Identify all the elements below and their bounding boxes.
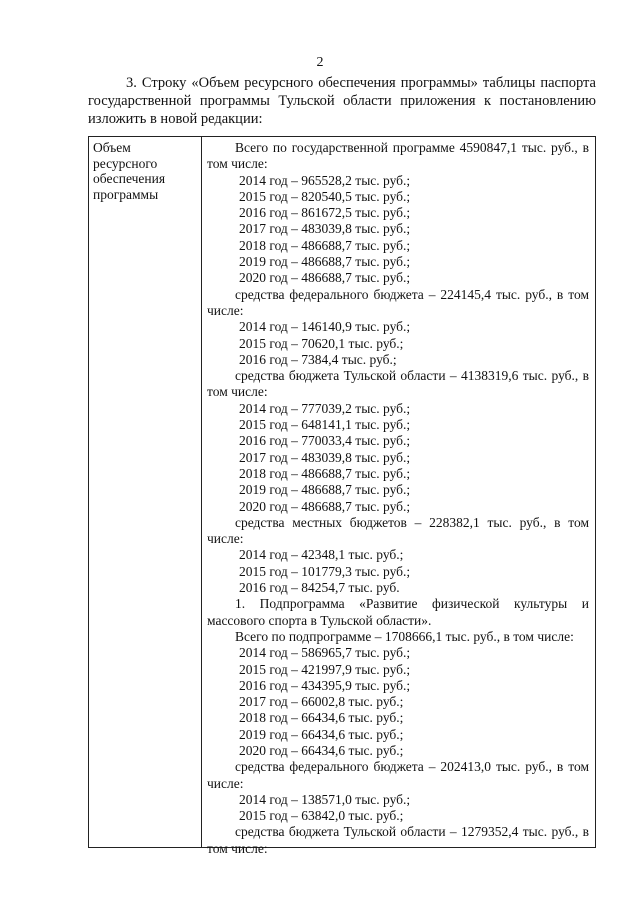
table-label-cell xyxy=(89,137,202,847)
resource-table xyxy=(88,136,596,856)
funding-paragraph: средства местных бюджетов – 228382,1 тыс. руб., в том числе: xyxy=(207,514,589,547)
table-value-cell xyxy=(202,137,595,856)
funding-paragraph: Всего по подпрограмме – 1708666,1 тыс. руб., в том числе: xyxy=(235,628,574,644)
funding-paragraph: 1. Подпрограмма «Развитие физической культуры и массового спорта в Тульской области». xyxy=(207,596,589,628)
year-amount-line: 2014 год – 965528,2 тыс. руб.; xyxy=(239,172,411,188)
year-amount-line: 2020 год – 486688,7 тыс. руб.; xyxy=(239,270,411,286)
year-amount-line: 2015 год – 63842,0 тыс. руб.; xyxy=(239,808,404,824)
intro-text: 3. Строку «Объем ресурсного обеспечения программы» таблицы паспорта государственной программы Тульской области приложения к постановлению изложить в новой редакции: xyxy=(88,75,596,127)
year-amount-line: 2015 год – 648141,1 тыс. руб.; xyxy=(239,417,411,433)
year-amount-line: 2016 год – 434395,9 тыс. руб.; xyxy=(239,677,411,693)
year-amount-line: 2019 год – 486688,7 тыс. руб.; xyxy=(239,254,411,270)
year-amount-line: 2019 год – 486688,7 тыс. руб.; xyxy=(239,482,411,498)
year-amount-line: 2014 год – 586965,7 тыс. руб.; xyxy=(239,645,411,661)
funding-paragraph: Всего по государственной программе 4590847,1 тыс. руб., в том числе: xyxy=(207,140,589,172)
year-amount-line: 2020 год – 486688,7 тыс. руб.; xyxy=(239,498,411,514)
funding-paragraph: средства федерального бюджета – 224145,4 тыс. руб., в том числе: xyxy=(207,286,589,318)
page-number: 2 xyxy=(316,55,324,70)
year-amount-line: 2018 год – 486688,7 тыс. руб.; xyxy=(239,237,411,253)
year-amount-line: 2016 год – 861672,5 тыс. руб.; xyxy=(239,205,411,221)
funding-paragraph: средства бюджета Тульской области – 4138319,6 тыс. руб., в том числе: xyxy=(207,368,589,400)
year-amount-line: 2015 год – 101779,3 тыс. руб.; xyxy=(239,563,411,579)
year-amount-line: 2019 год – 66434,6 тыс. руб.; xyxy=(239,726,404,742)
year-amount-line: 2018 год – 486688,7 тыс. руб.; xyxy=(239,465,411,481)
year-amount-line: 2015 год – 70620,1 тыс. руб.; xyxy=(239,335,404,351)
year-amount-line: 2015 год – 421997,9 тыс. руб.; xyxy=(239,661,411,677)
year-amount-line: 2016 год – 84254,7 тыс. руб. xyxy=(239,580,400,596)
year-amount-line: 2017 год – 483039,8 тыс. руб.; xyxy=(239,449,411,465)
year-amount-line: 2014 год – 146140,9 тыс. руб.; xyxy=(239,319,411,335)
year-amount-line: 2014 год – 42348,1 тыс. руб.; xyxy=(239,547,404,563)
year-amount-line: 2016 год – 7384,4 тыс. руб.; xyxy=(239,351,397,367)
year-amount-line: 2014 год – 777039,2 тыс. руб.; xyxy=(239,400,411,416)
year-amount-line: 2014 год – 138571,0 тыс. руб.; xyxy=(239,791,411,807)
table-label-text: Объем ресурсного обеспечения программы xyxy=(93,140,166,202)
year-amount-line: 2016 год – 770033,4 тыс. руб.; xyxy=(239,433,411,449)
funding-paragraph: средства федерального бюджета – 202413,0 тыс. руб., в том числе: xyxy=(207,759,589,791)
year-amount-line: 2020 год – 66434,6 тыс. руб.; xyxy=(239,742,404,758)
year-amount-line: 2015 год – 820540,5 тыс. руб.; xyxy=(239,188,411,204)
year-amount-line: 2017 год – 483039,8 тыс. руб.; xyxy=(239,221,411,237)
funding-paragraph: средства бюджета Тульской области – 1279352,4 тыс. руб., в том числе: xyxy=(207,824,589,856)
year-amount-line: 2018 год – 66434,6 тыс. руб.; xyxy=(239,710,404,726)
intro-paragraph xyxy=(88,74,596,128)
year-amount-line: 2017 год – 66002,8 тыс. руб.; xyxy=(239,694,404,710)
